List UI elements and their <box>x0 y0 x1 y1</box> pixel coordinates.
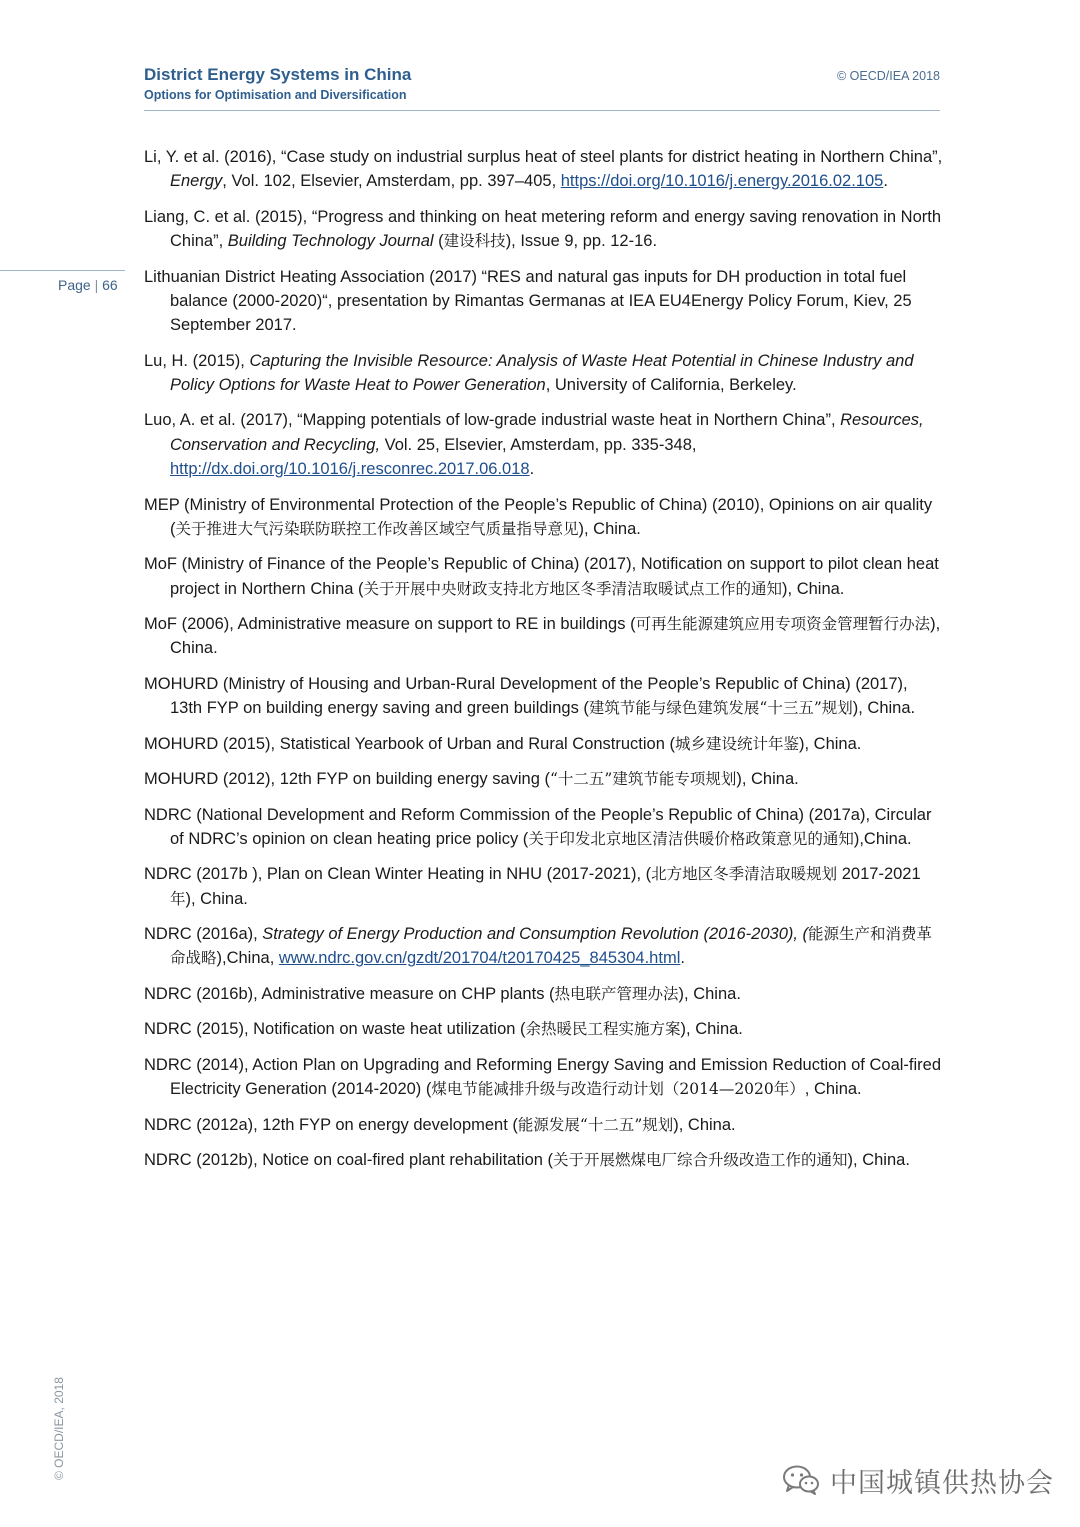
reference-text: . <box>883 172 888 191</box>
reference-text: Vol. 25, Elsevier, Amsterdam, pp. 335-348, <box>380 435 697 454</box>
reference-text: Lithuanian District Heating Association (2017) “RES and natural gas inputs for DH production in total fuel balance (2000-2020)“, presentation by Rimantas Germanas at IEA EU4Energy Policy Forum, Kiev, 25 September 2017. <box>144 267 912 335</box>
reference-text: ), China. <box>799 734 862 753</box>
header-copyright: © OECD/IEA 2018 <box>836 69 940 83</box>
reference-italic-title: Resources, Conservation and Recycling, <box>170 411 924 454</box>
reference-text: MOHURD (2015), Statistical Yearbook of Urban and Rural Construction ( <box>144 734 675 753</box>
reference-text: Liang, C. et al. (2015), “Progress and thinking on heat metering reform and energy saving renovation in North China”, <box>144 207 942 251</box>
side-copyright: © OECD/IEA, 2018 <box>52 1377 66 1480</box>
reference-entry <box>144 803 944 852</box>
page-number-label <box>58 277 118 293</box>
reference-text: ), China. <box>680 1020 743 1039</box>
reference-text: . <box>529 460 535 479</box>
reference-chinese-title: 可再生能源建筑应用专项资金管理暂行办法 <box>635 615 931 634</box>
margin-divider <box>0 270 125 271</box>
reference-entry <box>144 265 944 338</box>
reference-italic-title: Strategy of Energy Production and Consumption Revolution (2016-2030), ( <box>262 925 809 944</box>
page-word: Page <box>58 277 91 293</box>
reference-text: . <box>680 949 685 968</box>
reference-text: NDRC (2016a), <box>144 925 263 944</box>
reference-chinese-title: 关于开展中央财政支持北方地区冬季清洁取暖试点工作的通知 <box>363 579 783 598</box>
reference-text: ), China. <box>782 579 845 598</box>
reference-text: NDRC (2012b), Notice on coal-fired plant rehabilitation ( <box>144 1151 554 1170</box>
reference-text: ), China. <box>170 615 941 658</box>
page-separator: | <box>94 277 99 293</box>
reference-text: ), China. <box>852 699 916 718</box>
reference-italic-title: Building Technology Journal <box>227 232 434 251</box>
reference-text: 2017-2021 <box>837 865 921 884</box>
reference-entry <box>144 1053 944 1102</box>
watermark-text: 中国城镇供热协会 <box>830 1467 1054 1499</box>
reference-link[interactable]: https://doi.org/10.1016/j.energy.2016.02.105 <box>560 172 884 191</box>
reference-chinese-title: 热电联产管理办法 <box>554 984 679 1003</box>
page-number: 66 <box>102 277 118 293</box>
reference-entry <box>144 1113 944 1137</box>
wechat-icon <box>782 1464 820 1496</box>
reference-entry <box>144 205 944 254</box>
reference-chinese-title: 年 <box>170 889 186 908</box>
reference-text: MOHURD (Ministry of Housing and Urban-Rural Development of the People’s Republic of China) (2017), 13th FYP on building energy saving and green buildings ( <box>144 674 908 718</box>
reference-text: NDRC (National Development and Reform Commission of the People’s Republic of China) (2017a), Circular of NDRC’s opinion on clean heating price policy ( <box>144 805 932 848</box>
reference-entry <box>144 1148 944 1172</box>
reference-text: ), Issue 9, pp. 12-16. <box>505 232 658 251</box>
reference-entry <box>144 1017 944 1041</box>
document-subtitle: Options for Optimisation and Diversification <box>144 88 407 102</box>
reference-entry <box>144 349 944 398</box>
reference-entry <box>144 672 944 721</box>
reference-text: ),China, <box>216 949 279 968</box>
reference-chinese-title: 建设科技 <box>443 232 506 251</box>
watermark <box>782 1458 1054 1502</box>
reference-chinese-title: 余热暖民工程实施方案 <box>525 1020 681 1039</box>
reference-text: Lu, H. (2015), <box>144 351 250 370</box>
reference-text: MEP (Ministry of Environmental Protection of the People’s Republic of China) (2010), Opinions on air quality ( <box>144 495 933 538</box>
document-title: District Energy Systems in China <box>144 65 412 84</box>
reference-text: MoF (Ministry of Finance of the People’s Republic of China) (2017), Notification on support to pilot clean heat project in Northern China ( <box>144 555 939 598</box>
reference-text: Luo, A. et al. (2017), “Mapping potentials of low-grade industrial waste heat in Northern China”, <box>144 411 841 430</box>
reference-text: NDRC (2015), Notification on waste heat utilization ( <box>144 1020 526 1039</box>
reference-entry <box>144 493 944 542</box>
reference-chinese-title: 北方地区冬季清洁取暖规划 <box>651 865 838 884</box>
reference-text: , China. <box>804 1080 862 1099</box>
reference-text: ),China. <box>853 829 912 848</box>
reference-chinese-title: 建筑节能与绿色建筑发展“十三五”规划 <box>588 699 853 718</box>
reference-text: , Vol. 102, Elsevier, Amsterdam, pp. 397–405, <box>222 172 561 191</box>
reference-text: ), China. <box>578 519 641 538</box>
reference-text: ), China. <box>185 889 248 908</box>
reference-chinese-title: 城乡建设统计年鉴 <box>675 734 800 753</box>
reference-list <box>144 145 944 1184</box>
reference-text: MoF (2006), Administrative measure on support to RE in buildings ( <box>144 615 636 634</box>
reference-entry <box>144 982 944 1006</box>
reference-chinese-title: 能源生产和消费革命战略 <box>170 925 933 968</box>
reference-chinese-title: “十二五”建筑节能专项规划 <box>549 770 737 789</box>
reference-entry <box>144 552 944 601</box>
reference-chinese-title: 关于推进大气污染联防联控工作改善区域空气质量指导意见 <box>175 519 579 538</box>
reference-text: ), China. <box>678 984 741 1003</box>
reference-text: MOHURD (2012), 12th FYP on building energy saving ( <box>144 770 550 789</box>
reference-entry <box>144 612 944 661</box>
reference-text: ), China. <box>673 1115 736 1134</box>
reference-entry <box>144 145 944 194</box>
reference-text: NDRC (2017b ), Plan on Clean Winter Heating in NHU (2017-2021), ( <box>144 865 652 884</box>
reference-text: ), China. <box>736 770 799 789</box>
reference-italic-title: Capturing the Invisible Resource: Analysis of Waste Heat Potential in Chinese Industry and Policy Options for Waste Heat to Power Generation <box>170 351 914 394</box>
reference-chinese-title: 煤电节能减排升级与改造行动计划（2014—2020年） <box>431 1080 805 1099</box>
page-header <box>144 64 940 104</box>
reference-entry <box>144 408 944 481</box>
reference-text: NDRC (2014), Action Plan on Upgrading and Reforming Energy Saving and Emission Reduction of Coal-fired Electricity Generation (2014-2020) ( <box>144 1055 942 1099</box>
reference-chinese-title: 关于开展燃煤电厂综合升级改造工作的通知 <box>553 1151 848 1170</box>
reference-text: ( <box>433 232 444 251</box>
reference-text: Li, Y. et al. (2016), “Case study on industrial surplus heat of steel plants for district heating in Northern China”, <box>144 148 943 166</box>
reference-text: ), China. <box>847 1151 910 1170</box>
reference-entry <box>144 767 944 791</box>
reference-link[interactable]: http://dx.doi.org/10.1016/j.resconrec.2017.06.018 <box>170 460 530 479</box>
reference-chinese-title: 能源发展“十二五”规划 <box>517 1115 674 1134</box>
reference-entry <box>144 922 944 971</box>
reference-text: NDRC (2016b), Administrative measure on CHP plants ( <box>144 984 555 1003</box>
header-divider <box>144 110 940 111</box>
reference-italic-title: Energy <box>170 172 223 191</box>
reference-chinese-title: 关于印发北京地区清洁供暖价格政策意见的通知 <box>528 829 854 848</box>
reference-link[interactable]: www.ndrc.gov.cn/gzdt/201704/t20170425_845304.html <box>278 949 681 968</box>
reference-text: NDRC (2012a), 12th FYP on energy development ( <box>144 1115 518 1134</box>
reference-entry <box>144 862 944 911</box>
reference-text: , University of California, Berkeley. <box>545 375 797 394</box>
reference-entry <box>144 732 944 756</box>
